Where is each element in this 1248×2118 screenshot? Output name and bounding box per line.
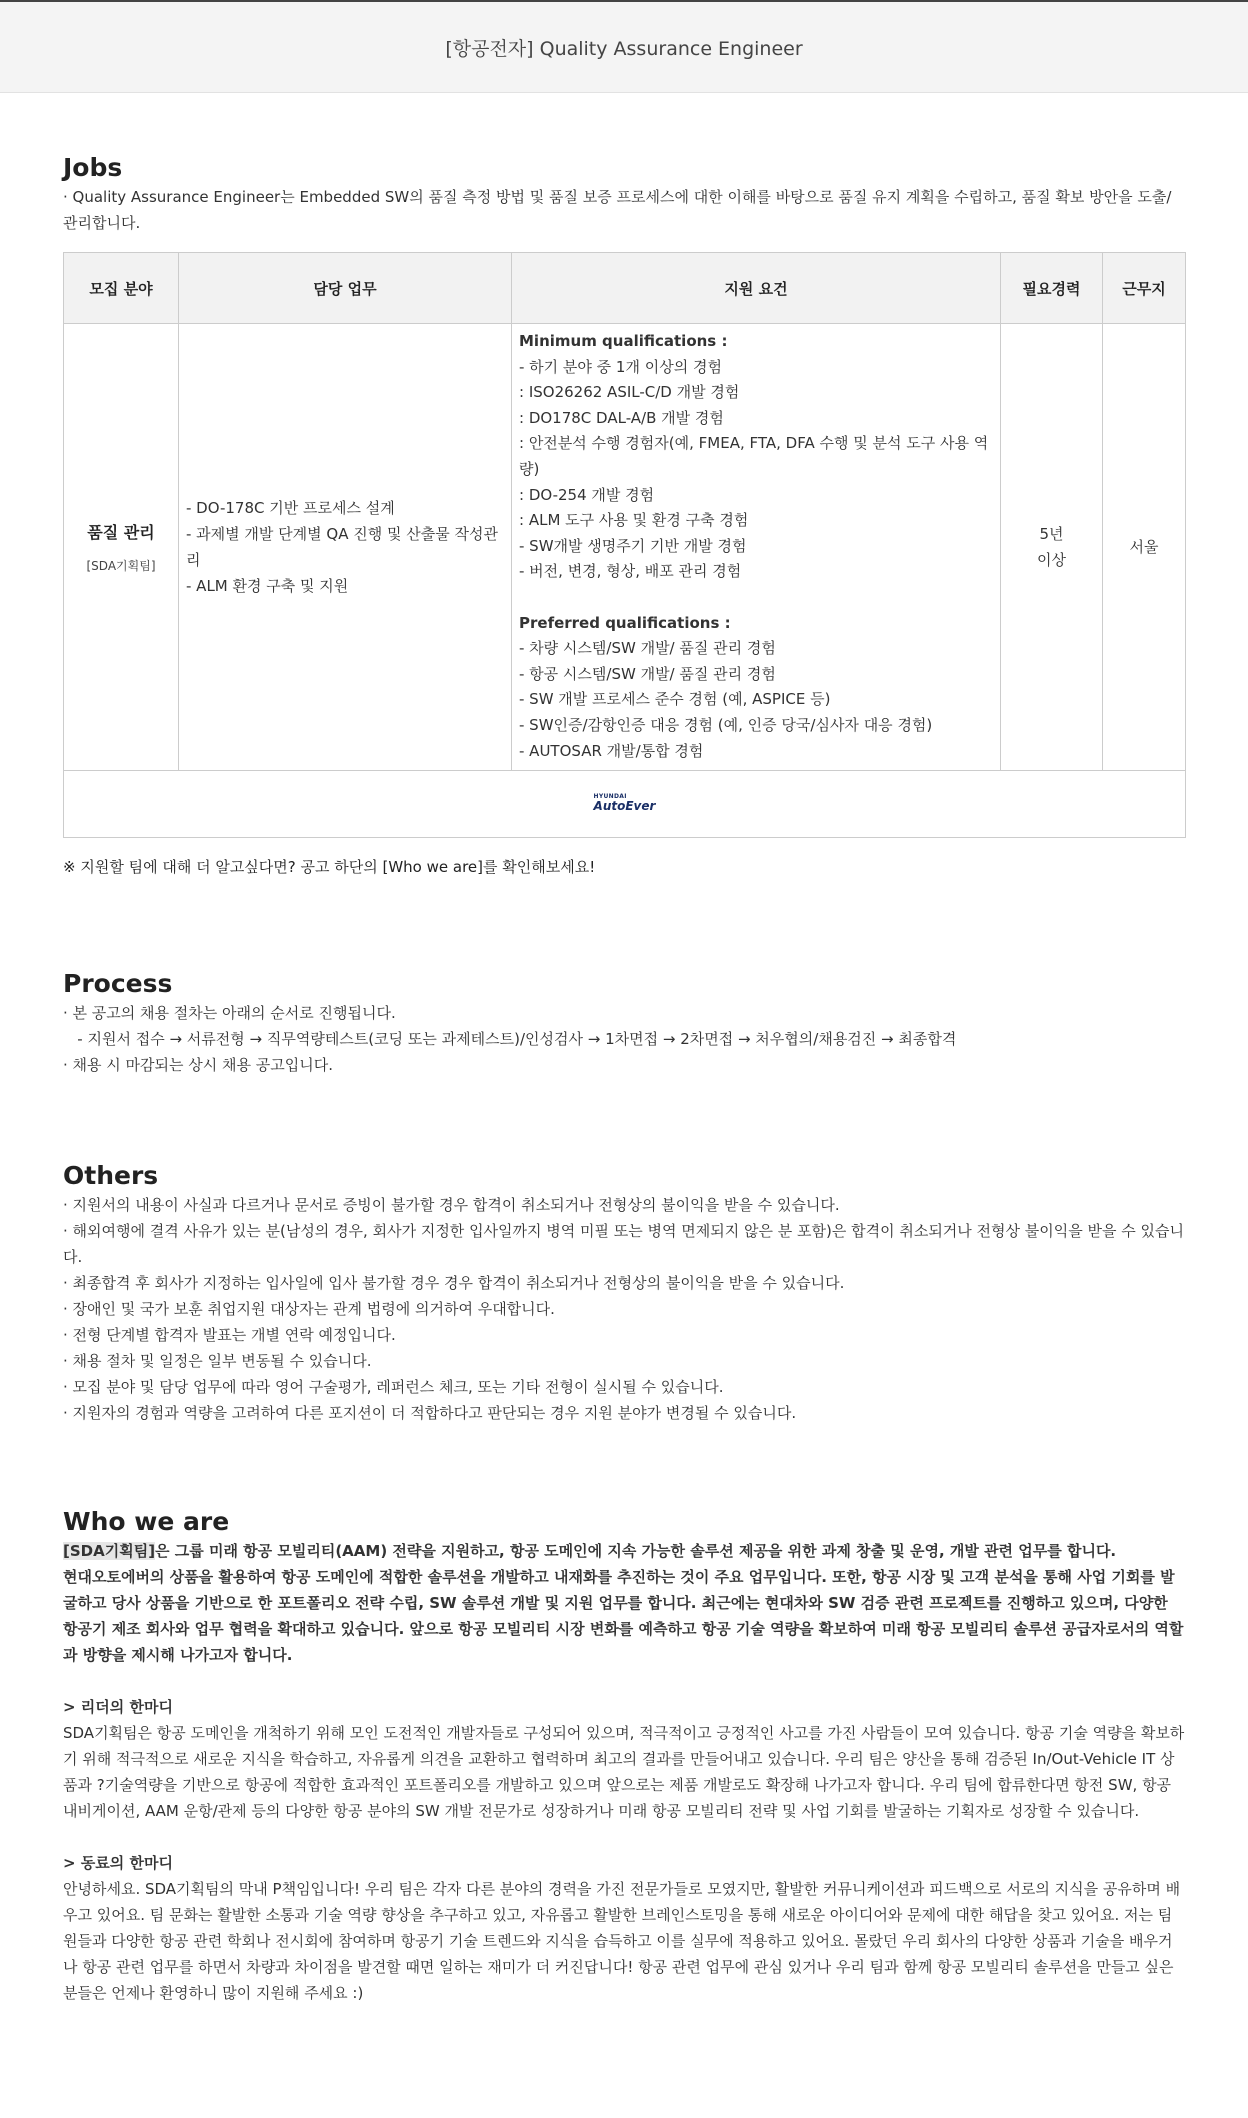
- experience-years: 5년: [1039, 525, 1064, 544]
- logo-cell: [64, 771, 1186, 838]
- duty-item: - DO-178C 기반 프로세스 설계: [186, 499, 395, 518]
- experience-suffix: 이상: [1037, 551, 1066, 570]
- who-intro: [63, 1538, 1185, 1564]
- requirements-cell: [512, 324, 1001, 771]
- page-title: [항공전자] Quality Assurance Engineer: [445, 37, 803, 60]
- pref-qualification-item: - 항공 시스템/SW 개발/ 품질 관리 경험: [519, 664, 776, 683]
- spacer: [63, 1668, 1185, 1694]
- peer-heading: > 동료의 한마디: [63, 1854, 173, 1873]
- leader-heading: > 리더의 한마디: [63, 1698, 173, 1717]
- team-notice: ※ 지원할 팀에 대해 더 알고싶다면? 공고 하단의 [Who we are]를 확인해보세요!: [63, 858, 596, 877]
- process-line: - 지원서 접수 → 서류전형 → 직무역량테스트(코딩 또는 과제테스트)/인성검사 → 1차면접 → 2차면접 → 처우협의/채용검진 → 최종합격: [63, 1030, 957, 1049]
- pref-qualification-item: - SW 개발 프로세스 준수 경험 (예, ASPICE 등): [519, 690, 831, 709]
- duty-item: - ALM 환경 구축 및 지원: [186, 577, 349, 596]
- process-heading: Process: [63, 969, 173, 999]
- pref-qualification-item: - AUTOSAR 개발/통합 경험: [519, 741, 704, 760]
- experience-cell: [1001, 324, 1103, 771]
- hyundai-autoever-logo: [594, 794, 656, 812]
- who-intro-body: 현대오토에버의 상품을 활용하여 항공 도메인에 적합한 솔루션을 개발하고 내재화를 추진하는 것이 주요 업무입니다. 또한, 항공 시장 및 고객 분석을 통해 사업 기회를 발굴하고 당사 상품을 기반으로 한 포트폴리오 전략 수립, SW 솔루션 개발 및 지원 업무를 합니다. 최근에는 현대차와 SW 검증 관련 프로젝트를 진행하고 있으며, 다양한 항공기 제조 회사와 업무 협력을 확대하고 있습니다. 앞으로 항공 모빌리티 시장 변화를 예측하고 항공 기술 역량을 확보하여 미래 항공 모빌리티 솔루션 공급자로서의 역할과 방향을 제시해 나가고자 합니다.: [63, 1568, 1184, 1665]
- min-qualification-item: : DO-254 개발 경험: [519, 485, 655, 504]
- location-cell: 서울: [1103, 324, 1186, 771]
- logo-main-text: AutoEver: [593, 799, 656, 814]
- process-line: · 채용 시 마감되는 상시 채용 공고입니다.: [63, 1056, 333, 1075]
- leader-text: SDA기획팀은 항공 도메인을 개척하기 위해 모인 도전적인 개발자들로 구성되어 있으며, 적극적이고 긍정적인 사고를 가진 사람들이 모여 있습니다. 항공 기술 역량을 확보하기 위해 적극적으로 새로운 지식을 학습하고, 자유롭게 의견을 교환하고 협력하며 최고의 결과를 만들어내고 있습니다. 우리 팀은 양산을 통해 검증된 In/Out-Vehicle IT 상품과 ?기술역량을 기반으로 항공에 적합한 효과적인 포트폴리오를 개발하고 있으며 앞으로는 제품 개발로도 확장해 나가고자 합니다. 우리 팀에 합류한다면 항전 SW, 항공 내비게이션, AAM 운항/관제 등의 다양한 항공 분야의 SW 개발 전문가로 성장하거나 미래 항공 모빌리티 전략 및 사업 기회를 발굴하는 기획자로 성장할 수 있습니다.: [63, 1724, 1185, 1821]
- min-qualification-item: : ISO26262 ASIL-C/D 개발 경험: [519, 383, 740, 402]
- jobs-table: [63, 252, 1186, 838]
- header-category: 모집 분야: [64, 253, 179, 324]
- spacer: [519, 585, 993, 611]
- who-heading: Who we are: [63, 1507, 230, 1537]
- others-line: · 채용 절차 및 일정은 일부 변동될 수 있습니다.: [63, 1352, 372, 1371]
- others-line: · 최종합격 후 회사가 지정하는 입사일에 입사 불가할 경우 경우 합격이 취소되거나 전형상의 불이익을 받을 수 있습니다.: [63, 1274, 845, 1293]
- jobs-heading: Jobs: [63, 153, 123, 182]
- logo-top-text: HYUNDAI: [593, 793, 627, 801]
- table-header-row: [64, 253, 1186, 324]
- spacer: [63, 1824, 1185, 1850]
- others-line: · 모집 분야 및 담당 업무에 따라 영어 구술평가, 레퍼런스 체크, 또는 기타 전형이 실시될 수 있습니다.: [63, 1378, 724, 1397]
- duty-item: - 과제별 개발 단계별 QA 진행 및 산출물 작성관리: [186, 525, 498, 570]
- team-tag: [SDA기획팀]: [63, 1542, 156, 1561]
- duties-cell: [179, 324, 512, 771]
- min-qualification-item: : DO178C DAL-A/B 개발 경험: [519, 408, 724, 427]
- page-header: [0, 2, 1248, 93]
- header-experience: 필요경력: [1001, 253, 1103, 324]
- pref-qualification-item: - SW인증/감항인증 대응 경험 (예, 인증 당국/심사자 대응 경험): [519, 715, 933, 734]
- min-qualifications-title: Minimum qualifications :: [519, 332, 728, 350]
- category-cell: [64, 324, 179, 771]
- min-qualification-item: - SW개발 생명주기 기반 개발 경험: [519, 536, 747, 555]
- min-qualification-item: : 안전분석 수행 경험자(예, FMEA, FTA, DFA 수행 및 분석 도구 사용 역량): [519, 434, 989, 478]
- who-intro-rest: 은 그룹 미래 항공 모빌리티(AAM) 전략을 지원하고, 항공 도메인에 지속 가능한 솔루션 제공을 위한 과제 창출 및 운영, 개발 관련 업무를 합니다.: [155, 1542, 1117, 1561]
- pref-qualifications-title: Preferred qualifications :: [519, 613, 731, 632]
- jobs-intro: · Quality Assurance Engineer는 Embedded SW의 품질 측정 방법 및 품질 보증 프로세스에 대한 이해를 바탕으로 품질 유지 계획을 수립하고, 품질 확보 방안을 도출/관리합니다.: [63, 188, 1172, 232]
- header-location: 근무지: [1103, 253, 1186, 324]
- min-qualification-item: - 하기 분야 중 1개 이상의 경험: [519, 357, 722, 376]
- process-line: · 본 공고의 채용 절차는 아래의 순서로 진행됩니다.: [63, 1004, 396, 1023]
- logo-row: [64, 771, 1186, 838]
- category-name: 품질 관리: [87, 523, 155, 543]
- main-content: [0, 152, 1248, 2006]
- min-qualification-item: - 버전, 변경, 형상, 배포 관리 경험: [519, 562, 742, 581]
- others-line: · 지원서의 내용이 사실과 다르거나 문서로 증빙이 불가할 경우 합격이 취소되거나 전형상의 불이익을 받을 수 있습니다.: [63, 1196, 840, 1215]
- others-heading: Others: [63, 1161, 159, 1191]
- others-line: · 장애인 및 국가 보훈 취업지원 대상자는 관계 법령에 의거하여 우대합니다.: [63, 1300, 555, 1319]
- min-qualification-item: : ALM 도구 사용 및 환경 구축 경험: [519, 511, 749, 530]
- table-row: [64, 324, 1186, 771]
- others-line: · 전형 단계별 합격자 발표는 개별 연락 예정입니다.: [63, 1326, 396, 1345]
- others-line: · 지원자의 경험과 역량을 고려하여 다른 포지션이 더 적합하다고 판단되는 경우 지원 분야가 변경될 수 있습니다.: [63, 1404, 797, 1423]
- category-team: [SDA기획팀]: [86, 559, 156, 574]
- others-line: · 해외여행에 결격 사유가 있는 분(남성의 경우, 회사가 지정한 입사일까지 병역 미필 또는 병역 면제되지 않은 분 포함)은 합격이 취소되거나 전형상 불이익을 받을 수 있습니다.: [63, 1222, 1185, 1267]
- header-requirements: 지원 요건: [512, 253, 1001, 324]
- header-duties: 담당 업무: [179, 253, 512, 324]
- peer-text: 안녕하세요. SDA기획팀의 막내 P책임입니다! 우리 팀은 각자 다른 분야의 경력을 가진 전문가들로 모였지만, 활발한 커뮤니케이션과 피드백으로 서로의 지식을 공유하며 배우고 있어요. 팀 문화는 활발한 소통과 기술 역량 향상을 추구하고 있고, 자유롭고 활발한 브레인스토밍을 통해 새로운 아이디어와 문제에 대한 해답을 찾고 있어요. 저는 팀원들과 다양한 항공 관련 학회나 전시회에 참여하며 항공기 기술 트렌드와 지식을 습득하고 이를 실무에 적용하고 있어요. 몰랐던 우리 회사의 다양한 상품과 기술을 배우거나 항공 관련 업무를 하면서 차량과 차이점을 발견할 때면 일하는 재미가 더 커진답니다! 항공 관련 업무에 관심 있거나 우리 팀과 함께 항공 모빌리티 솔루션을 만들고 싶은 분들은 언제나 환영하니 많이 지원해 주세요 :): [63, 1880, 1181, 2003]
- pref-qualification-item: - 차량 시스템/SW 개발/ 품질 관리 경험: [519, 639, 776, 658]
